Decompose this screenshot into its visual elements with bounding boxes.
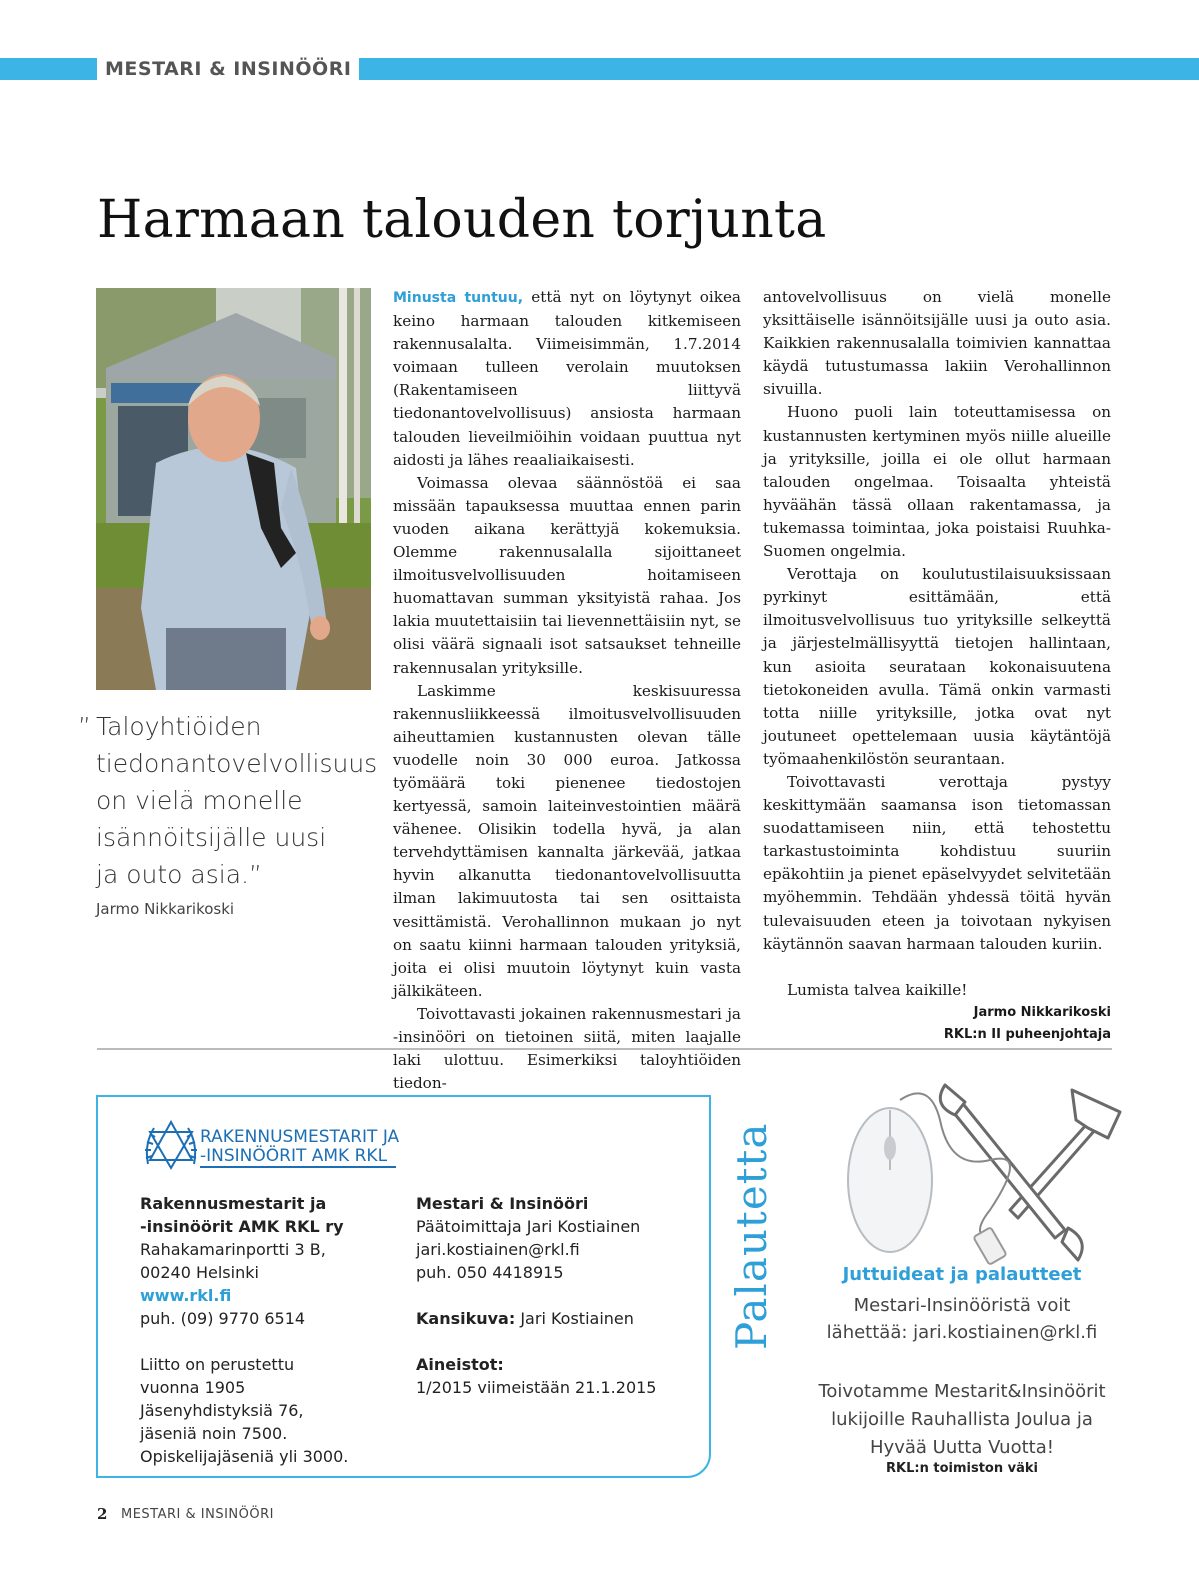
org-members: Jäsenyhdistyksiä 76, [140,1401,304,1420]
cover-credit: Kansikuva: Jari Kostiainen [416,1309,634,1328]
org-website-link[interactable]: www.rkl.fi [140,1286,232,1305]
page-number: 2 [97,1505,108,1523]
org-name: -insinöörit AMK RKL ry [140,1217,344,1236]
article-author-title: RKL:n II puheenjohtaja [943,1026,1111,1042]
editor: Päätoimittaja Jari Kostiainen [416,1217,641,1236]
quote-line: tiedonantovelvollisuus [96,749,378,778]
greeting-signature: RKL:n toimiston väki [886,1461,1038,1476]
logo-text: RAKENNUSMESTARIT JA -INSINÖÖRIT AMK RKL [200,1127,400,1166]
article-paragraph: Voimassa olevaa säännöstöä ei saa missään tapauksessa muuttaa ennen parin vuoden aikana kerättyjä kokemuksia. Olemme rakennusalalla sijoittaneet ilmoitusvelvollisuuden hoitamiseen huomattavan summan yksityistä rahaa. Jos lakia muutettaisiin tai lievennettäisiin nyt, se olisi väärä signaali isot satsaukset tehneille rakennusalan yrityksille. [393,473,741,677]
org-students: Opiskelijajäseniä yli 3000. [140,1447,349,1466]
quote-line: isännöitsijälle uusi [96,823,327,852]
article-paragraph: Minusta tuntuu, että nyt on löytynyt oikea keino harmaan talouden kitkemiseen rakennusalalta. Viimeisimmän, 1.7.2014 voimaan tulleen verolain muutoksen (Rakentamiseen liittyvä tiedonantovelvollisuus) ansiosta harmaan talouden lieveilmiöihin voidaan puuttua nyt aidosti ja lähes reaaliaikaisesti. [393,288,741,469]
quote-line: ja outo asia.” [96,860,262,889]
author-photo [96,288,371,690]
feedback-heading: Juttuideat ja palautteet [842,1264,1082,1285]
article-title: Harmaan talouden torjunta [97,190,827,250]
article-paragraph: Toivottavasti jokainen rakennusmestari ja -insinööri on tietoinen siitä, miten laajalle laki ulottuu. Esimerkiksi taloyhtiöiden tiedon- [393,1004,741,1093]
section-divider [97,1048,1112,1050]
footer-label: MESTARI & INSINÖÖRI [121,1507,274,1522]
quote-mark: ” [78,712,91,741]
article-column-1 [393,286,741,1095]
org-address: Rahakamarinportti 3 B, [140,1240,326,1259]
article-paragraph: antovelvollisuus on vielä monelle yksittäiselle isännöitsijälle uusi ja outo asia. Kaikkien rakennusalalla toimivien kannattaa käydä tutustumassa lakiin Verohallinnon sivuilla. [763,288,1111,399]
section-label: MESTARI & INSINÖÖRI [97,56,359,82]
org-members: jäseniä noin 7500. [140,1424,288,1443]
magazine-title: Mestari & Insinööri [416,1194,589,1213]
article-paragraph: Verottaja on koulutustilaisuuksissaan pyrkinyt esittämään, että ilmoitusvelvollisuus tuo yrityksille selkeyttä ja järjestelmällisyyttä tietojen hallintaan, kun asioita seurataan kokonaisuutena tietokoneiden avulla. Tämä onkin varmasti totta niille yrityksille, jotka ovat nyt joutuneet opettelemaan uusia käytäntöjä työmaahenkilöstön seurantaan. [763,565,1111,768]
materials-deadline: 1/2015 viimeistään 21.1.2015 [416,1378,657,1397]
holiday-greeting: Toivotamme Mestarit&Insinöörit lukijoille Rauhallista Joulua ja Hyvää Uutta Vuotta! [818,1381,1106,1458]
editor-phone: puh. 050 4418915 [416,1263,564,1282]
magazine-info [416,1192,656,1399]
article-column-2 [763,286,1111,1046]
pull-quote [78,708,378,893]
feedback-text: Mestari-Insinööristä voit lähettää: jari.kostiainen@rkl.fi [826,1295,1098,1343]
org-phone: puh. (09) 9770 6514 [140,1309,306,1328]
editor-email: jari.kostiainen@rkl.fi [416,1240,580,1259]
org-info [140,1192,348,1468]
logo-underline [200,1166,396,1168]
article-closing: Lumista talvea kaikille! [787,980,968,999]
quote-line: on vielä monelle [96,786,303,815]
quote-author: Jarmo Nikkarikoski [96,900,235,918]
feedback-vertical-heading: Palautetta [727,1122,776,1350]
article-author: Jarmo Nikkarikoski [973,1004,1111,1020]
article-paragraph: Toivottavasti verottaja pystyy keskittymään saamansa ison tietomassan suodattamiseen niin, että tehostettu tarkastustoiminta kohdistuu suuriin epäkohtiin ja pienet epäselvyydet selvitetään myöhemmin. Tehdään yhdessä töitä hyvän tulevaisuuden eteen ja toivotaan nykyisen käytännön saavan harmaan talouden kuriin. [763,772,1111,953]
org-founded: vuonna 1905 [140,1378,246,1397]
org-name: Rakennusmestarit ja [140,1194,327,1213]
quote-line: Taloyhtiöiden [96,712,262,741]
org-founded: Liitto on perustettu [140,1355,295,1374]
org-address: 00240 Helsinki [140,1263,259,1282]
article-paragraph: Laskimme keskisuuressa rakennusliikkeessä ilmoitusvelvollisuuden aiheuttamien kustannusten olevan tälle vuodelle noin 30 000 euroa. Jatkossa työmäärä toki pienenee tiedostojen kertyessä, samoin laiteinvestointien määrä vähenee. Olisikin todella hyvä, ja alan tervehdyttämisen kannalta järkevää, jatkaa hyvin alkanutta tiedonantovelvollisuutta ilman lakimuutosta tai sen osittaista vesittämistä. Verohallinnon mukaan jo nyt on saatu kiinni harmaan talouden yrityksiä, joita ei olisi muutoin löytynyt kuin vasta jälkikäteen. [393,681,741,1000]
mouse-tools-illustration [840,1060,1140,1270]
article-lead: Minusta tuntuu, [393,290,524,306]
article-paragraph: Huono puoli lain toteuttamisessa on kustannusten kertyminen myös niille alueille ja yrityksille, joilla ei ole ollut harmaan talouden ongelmaa. Toisaalta yhteistä hyväähän tässä ollaan rakentamassa, ja tukemassa toimintaa, joka poistaisi Ruuhka-Suomen ongelmia. [763,403,1111,561]
materials-label: Aineistot: [416,1355,504,1374]
